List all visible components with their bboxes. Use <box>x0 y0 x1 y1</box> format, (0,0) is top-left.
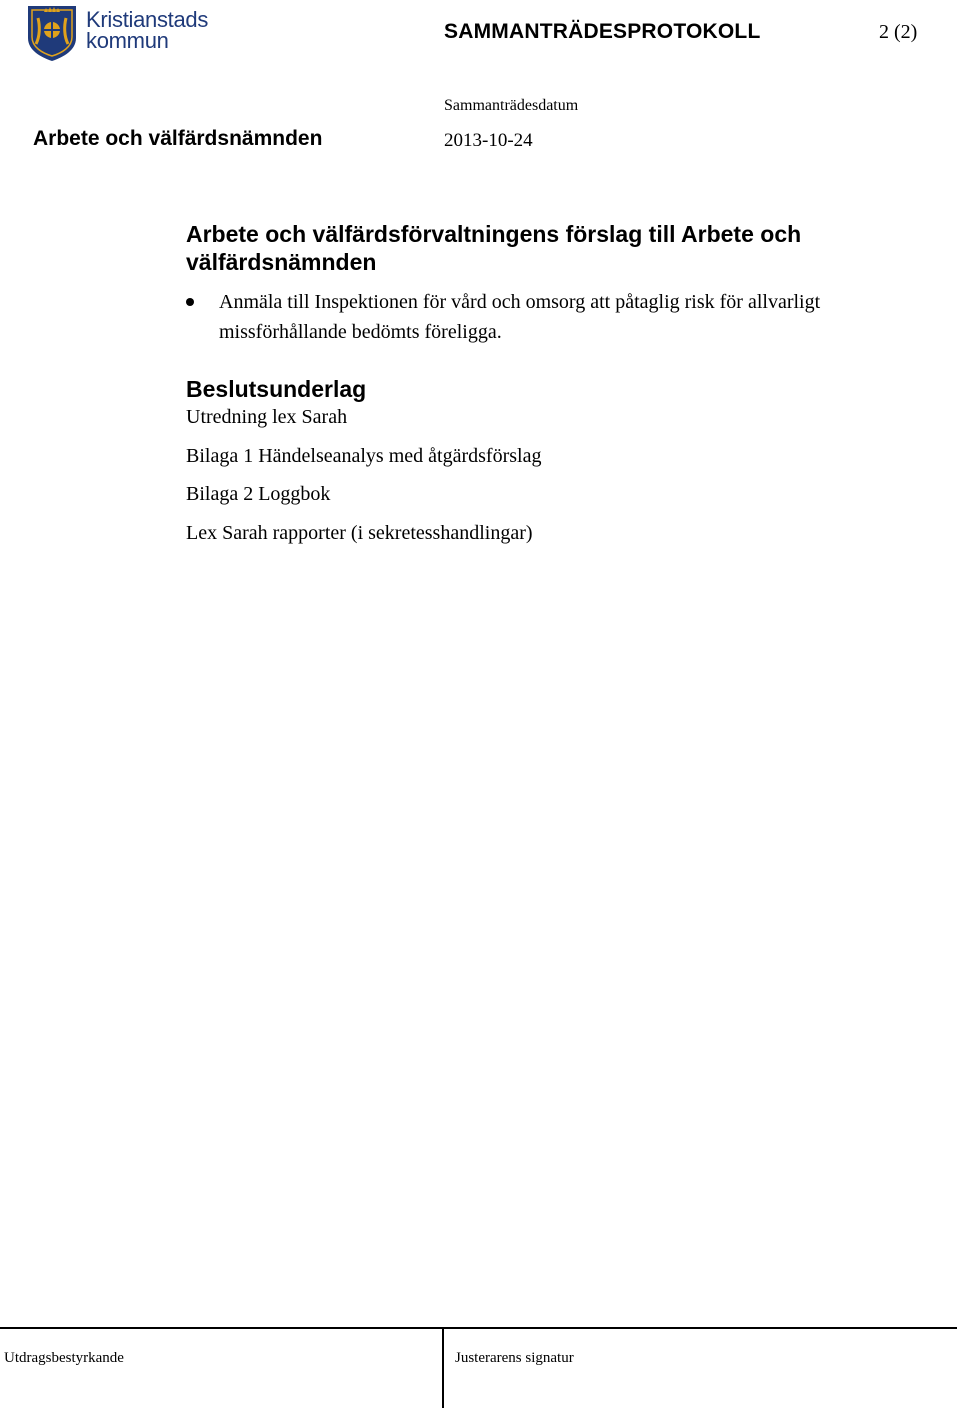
proposal-list <box>186 287 846 347</box>
basis-heading: Beslutsunderlag <box>186 376 367 402</box>
page-number: 2 (2) <box>879 21 918 43</box>
list-item <box>186 287 846 347</box>
logo-line-1: Kristianstads <box>86 7 209 32</box>
proposal-item-text: Anmäla till Inspektionen för vård och omsorg att påtaglig risk för allvarligt missförhållande bedömts föreligga. <box>219 291 821 343</box>
proposal-heading: Arbete och välfärdsförvaltningens förslag till Arbete och välfärdsnämnden <box>186 221 802 275</box>
list-item: Bilaga 1 Händelseanalys med åtgärdsförslag <box>186 444 542 467</box>
document-type: SAMMANTRÄDESPROTOKOLL <box>444 20 761 43</box>
bullet-icon <box>186 298 194 306</box>
list-item: Lex Sarah rapporter (i sekretesshandlingar) <box>186 521 533 544</box>
footer-rule <box>0 1327 957 1329</box>
signature-label: Justerarens signatur <box>455 1350 574 1366</box>
list-item: Utredning lex Sarah <box>186 406 348 428</box>
logo-line-2: kommun <box>86 28 169 53</box>
committee-name: Arbete och välfärdsnämnden <box>33 127 323 150</box>
certification-label: Utdragsbestyrkande <box>4 1350 124 1366</box>
meeting-date-value: 2013-10-24 <box>444 130 533 151</box>
basis-list <box>186 405 541 559</box>
logo-text <box>86 9 208 51</box>
coat-of-arms-icon <box>26 4 78 62</box>
municipality-logo <box>26 4 221 64</box>
meeting-date-label: Sammanträdesdatum <box>444 97 579 114</box>
footer-divider <box>442 1328 444 1408</box>
list-item: Bilaga 2 Loggbok <box>186 483 331 505</box>
